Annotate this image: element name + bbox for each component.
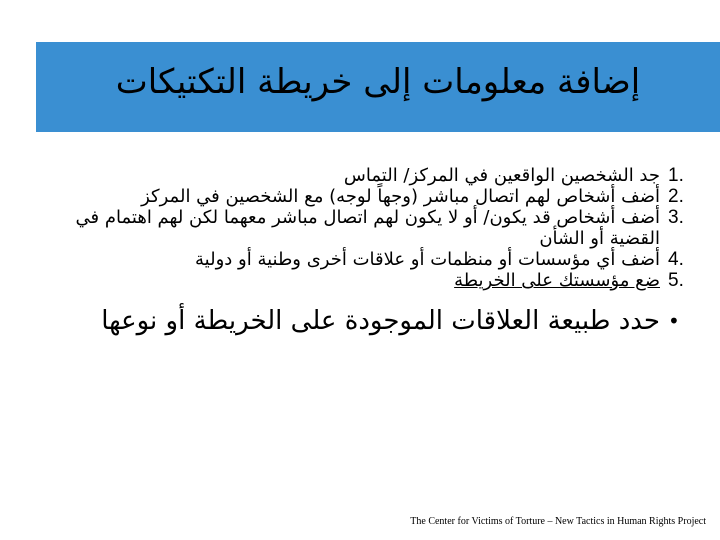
list-number-5: 5. — [668, 270, 684, 291]
content-list — [60, 165, 684, 337]
list-number-4: 4. — [668, 249, 684, 270]
bullet-text: حدد طبيعة العلاقات الموجودة على الخريطة أو نوعها — [101, 306, 660, 336]
list-number-2: 2. — [668, 186, 684, 207]
list-item-text-2: أضف أشخاص لهم اتصال مباشر (وجهاً لوجه) مع الشخصين في المركز — [141, 186, 660, 207]
list-item-4 — [60, 249, 684, 270]
list-item-text-1: جد الشخصين الواقعين في المركز/ التماس — [343, 165, 660, 186]
title-banner — [36, 42, 720, 132]
bullet-marker: • — [668, 309, 680, 333]
bullet-item — [60, 305, 680, 337]
list-number-3: 3. — [668, 207, 684, 228]
list-item-text-3: أضف أشخاص قد يكون/ أو لا يكون لهم اتصال مباشر معهما لكن لهم اهتمام في القضية أو الشأن — [75, 207, 660, 249]
list-item-text-5: ضع مؤسستك على الخريطة — [454, 270, 660, 291]
list-item-3 — [60, 207, 684, 249]
list-item-2 — [60, 186, 684, 207]
footer-credit: The Center for Victims of Torture – New Tactics in Human Rights Project — [410, 516, 706, 527]
slide-title: إضافة معلومات إلى خريطة التكتيكات — [115, 62, 641, 102]
list-item-text-4: أضف أي مؤسسات أو منظمات أو علاقات أخرى وطنية أو دولية — [195, 249, 660, 270]
list-number-1: 1. — [668, 165, 684, 186]
list-item-5 — [60, 270, 684, 291]
list-item-1 — [60, 165, 684, 186]
